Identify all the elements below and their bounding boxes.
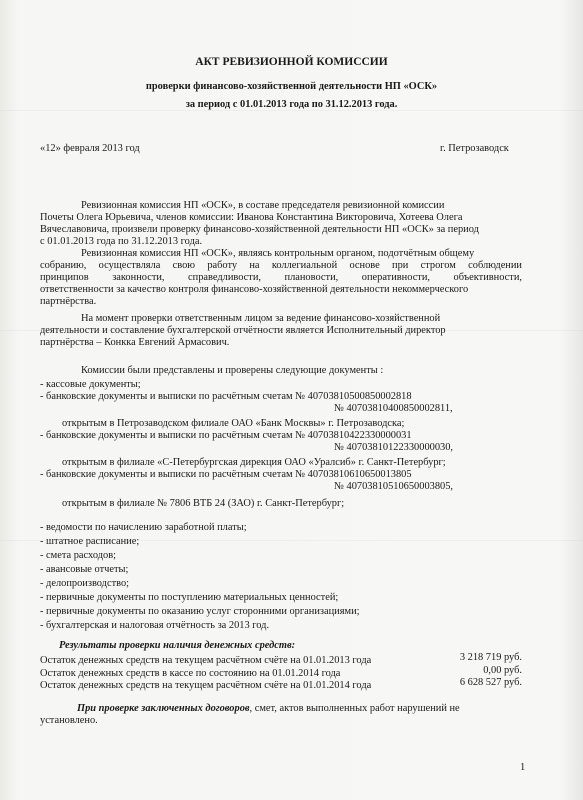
para2-line-5: партнёрства.: [40, 296, 97, 307]
contracts-line-1: [77, 703, 460, 715]
para2-line-3: принципов законности, справедливости, плановости, оперативности, объективности,: [40, 272, 522, 283]
list-item: - авансовые отчеты;: [40, 564, 129, 575]
intro-line-3: Вячеславовича, произвели проверку финансово-хозяйственной деятельности НП «ОСК» за период: [40, 224, 479, 235]
para2-line-1: Ревизионная комиссия НП «ОСК», являясь контрольным органом, подотчётным общему: [81, 248, 475, 259]
result-value-2: 0,00 руб.: [483, 665, 522, 676]
contracts-line-2: установлено.: [40, 715, 98, 726]
intro-line-1: Ревизионная комиссия НП «ОСК», в составе председателя ревизионной комиссии: [81, 200, 445, 211]
doc-bank-1-location: открытым в Петрозаводском филиале ОАО «Банк Москвы» г. Петрозаводска;: [62, 418, 405, 429]
results-heading: Результаты проверки наличия денежных средств:: [59, 640, 296, 651]
list-item: - первичные документы по поступлению материальных ценностей;: [40, 592, 339, 603]
para3-line-3: партнёрства – Конкка Евгений Армасович.: [40, 337, 230, 348]
para3-line-1: На момент проверки ответственным лицом за ведение финансово-хозяйственной: [81, 313, 441, 324]
contracts-rest: , смет, актов выполненных работ нарушений не: [249, 703, 460, 714]
document-subtitle: проверки финансово-хозяйственной деятельности НП «ОСК»: [145, 81, 438, 92]
page-number: 1: [520, 762, 526, 773]
result-value-1: 3 218 719 руб.: [459, 652, 522, 663]
doc-bank-3-location: открытым в филиале № 7806 ВТБ 24 (ЗАО) г. Санкт-Петербург;: [62, 498, 345, 509]
doc-account-4: № 40703810122330000030,: [334, 442, 454, 453]
doc-item-bank-3: - банковские документы и выписки по расчётным счетам № 40703810610650013805: [40, 469, 412, 480]
document-date: «12» февраля 2013 год: [40, 143, 140, 154]
list-item: - первичные документы по оказанию услуг сторонними организациями;: [40, 606, 360, 617]
intro-line-2: Почеты Олега Юрьевича, членов комиссии: Иванова Константина Викторовича, Хотеева Олега: [40, 212, 463, 223]
list-item: - ведомости по начислению заработной платы;: [40, 522, 247, 533]
list-item: - смета расходов;: [40, 550, 116, 561]
list-item: - делопроизводство;: [40, 578, 130, 589]
doc-item-bank-2: - банковские документы и выписки по расчётным счетам № 40703810422330000031: [40, 430, 412, 441]
doc-item-bank-1: - банковские документы и выписки по расчётным счетам № 40703810500850002818: [40, 391, 412, 402]
result-value-3: 6 628 527 руб.: [459, 677, 522, 688]
document-period: за период с 01.01.2013 года по 31.12.2013 года.: [185, 99, 398, 110]
doc-bank-2-location: открытым в филиале «С-Петербургская дирекция ОАО «Уралсиб» г. Санкт-Петербург;: [62, 457, 446, 468]
result-label-2: Остаток денежных средств в кассе по состоянию на 01.01.2014 года: [40, 668, 341, 679]
document-place: г. Петрозаводск: [440, 143, 509, 154]
doc-account-6: № 40703810510650003805,: [334, 481, 454, 492]
doc-account-2: № 40703810400850002811,: [334, 403, 453, 414]
para3-line-2: деятельности и составление бухгалтерской отчётности является Исполнительный директор: [40, 325, 446, 336]
contracts-lead: При проверке заключенных договоров: [77, 703, 250, 714]
list-item: - штатное расписание;: [40, 536, 140, 547]
result-label-1: Остаток денежных средств на текущем расчётном счёте на 01.01.2013 года: [40, 655, 372, 666]
doc-item-cash: - кассовые документы;: [40, 379, 141, 390]
document-title: АКТ РЕВИЗИОННОЙ КОМИССИИ: [195, 56, 388, 68]
list-item: - бухгалтерская и налоговая отчётность за 2013 год.: [40, 620, 270, 631]
result-label-3: Остаток денежных средств на текущем расчётном счёте на 01.01.2014 года: [40, 680, 372, 691]
para2-line-4: ответственности за качество контроля финансово-хозяйственной деятельности некоммерческого: [40, 284, 469, 295]
docs-intro: Комиссии были представлены и проверены следующие документы :: [81, 365, 384, 376]
para2-line-2: собранию, осуществляла свою работу на коллегиальной основе при строгом соблюдении: [40, 260, 522, 271]
intro-line-4: с 01.01.2013 года по 31.12.2013 года.: [40, 236, 203, 247]
